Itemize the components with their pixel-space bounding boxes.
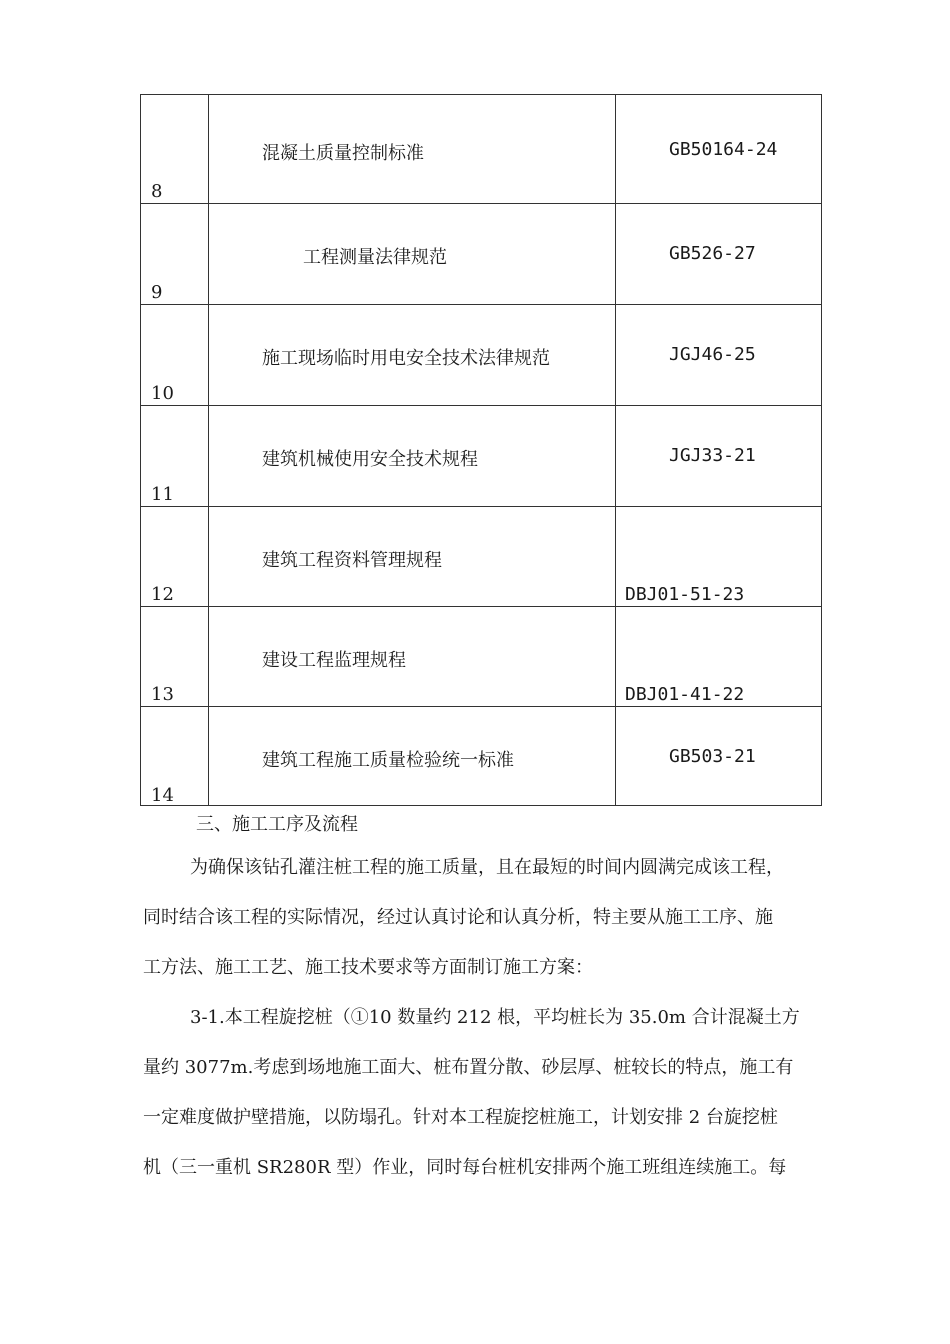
table-row xyxy=(141,405,821,506)
paragraph-line: 量约 3077m.考虑到场地施工面大、桩布置分散、砂层厚、桩较长的特点，施工有 xyxy=(143,1057,794,1078)
standard-name: 建设工程监理规程 xyxy=(262,650,406,671)
standard-code: JGJ46-25 xyxy=(669,344,756,365)
row-number: 11 xyxy=(151,484,174,505)
row-number: 9 xyxy=(151,282,163,303)
paragraph-line: 为确保该钻孔灌注桩工程的施工质量，且在最短的时间内圆满完成该工程， xyxy=(190,857,784,878)
standard-name: 建筑机械使用安全技术规程 xyxy=(262,449,478,470)
row-number: 12 xyxy=(151,584,174,605)
table-row xyxy=(141,203,821,304)
table-row xyxy=(141,606,821,706)
paragraph-line: 一定难度做护壁措施，以防塌孔。针对本工程旋挖桩施工，计划安排 2 台旋挖桩 xyxy=(143,1107,778,1128)
standards-table xyxy=(140,94,822,806)
standard-name: 建筑工程施工质量检验统一标准 xyxy=(262,750,514,771)
paragraph-line: 工方法、施工工艺、施工技术要求等方面制订施工方案： xyxy=(143,957,593,978)
standard-code: GB526-27 xyxy=(669,243,756,264)
row-number: 13 xyxy=(151,684,174,705)
table-row xyxy=(141,304,821,405)
row-number: 10 xyxy=(151,383,174,404)
standard-name: 混凝土质量控制标准 xyxy=(262,143,424,164)
standard-code: GB503-21 xyxy=(669,746,756,767)
paragraph-line: 机（三一重机 SR280R 型）作业，同时每台桩机安排两个施工班组连续施工。每 xyxy=(143,1157,787,1178)
standard-name: 建筑工程资料管理规程 xyxy=(262,550,442,571)
standard-code: JGJ33-21 xyxy=(669,445,756,466)
standard-name: 工程测量法律规范 xyxy=(303,247,447,268)
standard-code: GB50164-24 xyxy=(669,139,778,160)
standard-name: 施工现场临时用电安全技术法律规范 xyxy=(262,348,550,369)
standard-code: DBJ01-41-22 xyxy=(625,684,745,705)
table-row xyxy=(141,506,821,606)
row-number: 8 xyxy=(151,181,163,202)
table-row xyxy=(141,95,821,203)
section-heading: 三、施工工序及流程 xyxy=(196,814,358,835)
paragraph-line: 3-1.本工程旋挖桩（①10 数量约 212 根，平均桩长为 35.0m 合计混凝土方 xyxy=(190,1007,800,1028)
standard-code: DBJ01-51-23 xyxy=(625,584,745,605)
paragraph-line: 同时结合该工程的实际情况，经过认真讨论和认真分析，特主要从施工工序、施 xyxy=(143,907,773,928)
row-number: 14 xyxy=(151,785,174,806)
table-row xyxy=(141,706,821,806)
